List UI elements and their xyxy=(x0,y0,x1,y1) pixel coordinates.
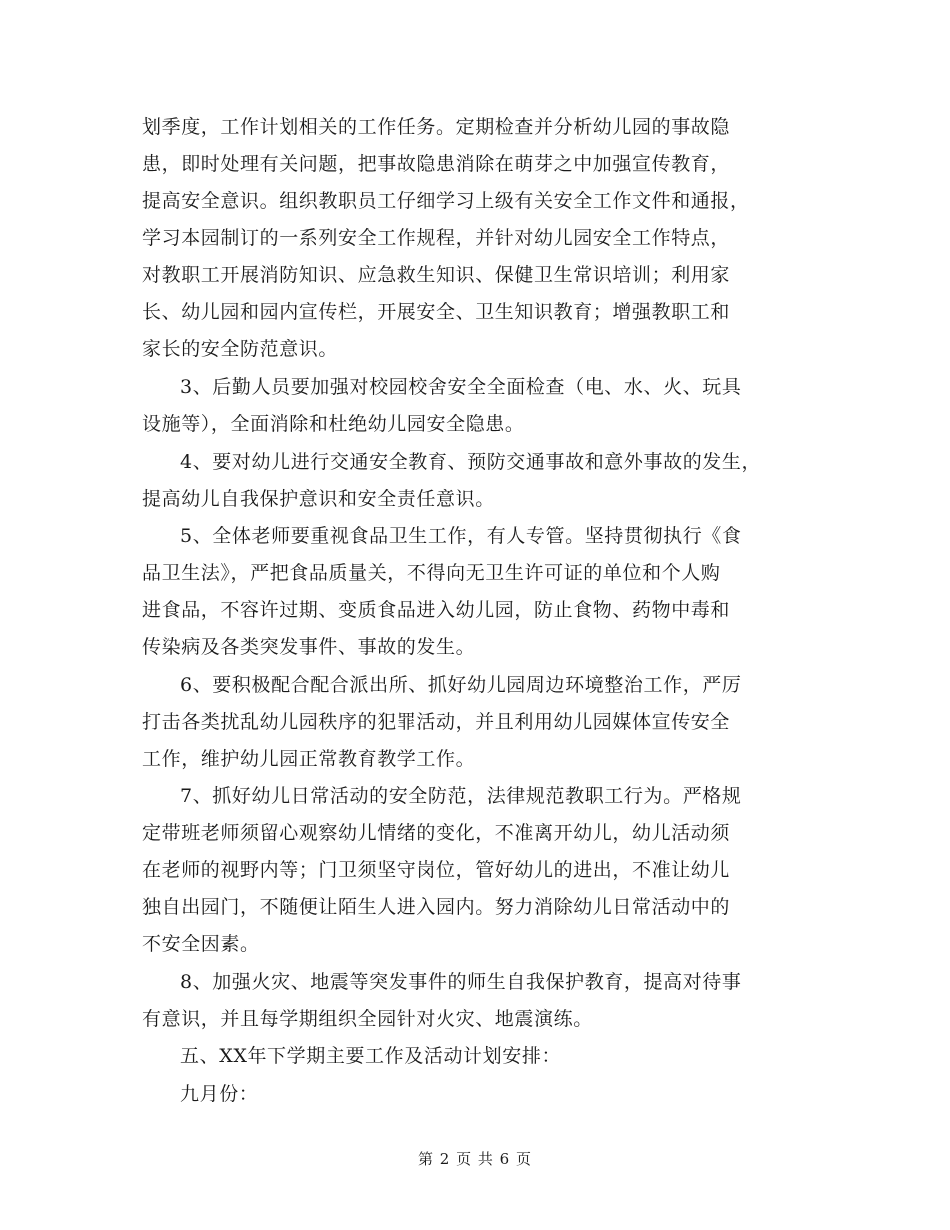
body-text-line: 患，即时处理有关问题，把事故隐患消除在萌芽之中加强宣传教育， xyxy=(142,153,731,175)
month-heading: 九月份： xyxy=(180,1083,259,1105)
body-text-line: 在老师的视野内等；门卫须坚守岗位，管好幼儿的进出，不准让幼儿 xyxy=(142,859,731,881)
body-text-line: 设施等），全面消除和杜绝幼儿园安全隐患。 xyxy=(142,413,525,435)
body-text-line: 提高安全意识。组织教职员工仔细学习上级有关安全工作文件和通报， xyxy=(142,190,750,212)
body-text-line: 长、幼儿园和园内宣传栏，开展安全、卫生知识教育；增强教职工和 xyxy=(142,301,731,323)
body-text-line: 6、要积极配合配合派出所、抓好幼儿园周边环境整治工作，严厉 xyxy=(180,674,742,696)
body-text-line: 5、全体老师要重视食品卫生工作，有人专管。坚持贯彻执行《食 xyxy=(180,525,742,547)
body-text-line: 定带班老师须留心观察幼儿情绪的变化，不准离开幼儿，幼儿活动须 xyxy=(142,822,731,844)
body-text-line: 传染病及各类突发事件、事故的发生。 xyxy=(142,636,476,658)
body-text-line: 工作，维护幼儿园正常教育教学工作。 xyxy=(142,748,476,770)
body-text-line: 3、后勤人员要加强对校园校舍安全全面检查（电、水、火、玩具 xyxy=(180,376,742,398)
body-text-line: 学习本园制订的一系列安全工作规程，并针对幼儿园安全工作特点， xyxy=(142,227,731,249)
body-text-line: 家长的安全防范意识。 xyxy=(142,338,339,360)
body-text-line: 4、要对幼儿进行交通安全教育、预防交通事故和意外事故的发生， xyxy=(180,451,762,473)
body-text-line: 对教职工开展消防知识、应急救生知识、保健卫生常识培训；利用家 xyxy=(142,264,731,286)
body-text-line: 打击各类扰乱幼儿园秩序的犯罪活动，并且利用幼儿园媒体宣传安全 xyxy=(142,711,731,733)
body-text-line: 有意识，并且每学期组织全园针对火灾、地震演练。 xyxy=(142,1008,593,1030)
body-text-line: 提高幼儿自我保护意识和安全责任意识。 xyxy=(142,488,495,510)
body-text-line: 进食品，不容许过期、变质食品进入幼儿园，防止食物、药物中毒和 xyxy=(142,599,731,621)
page-footer: 第 2 页 共 6 页 xyxy=(418,1150,532,1168)
body-text-line: 划季度，工作计划相关的工作任务。定期检查并分析幼儿园的事故隐 xyxy=(142,116,731,138)
body-text-line: 7、抓好幼儿日常活动的安全防范，法律规范教职工行为。严格规 xyxy=(180,785,742,807)
body-text-line: 品卫生法》，严把食品质量关，不得向无卫生许可证的单位和个人购 xyxy=(142,562,721,584)
body-text-line: 独自出园门，不随便让陌生人进入园内。努力消除幼儿日常活动中的 xyxy=(142,896,731,918)
body-text-line: 8、加强火灾、地震等突发事件的师生自我保护教育，提高对待事 xyxy=(180,971,742,993)
body-text-line: 不安全因素。 xyxy=(142,933,260,955)
section-heading: 五、XX年下学期主要工作及活动计划安排： xyxy=(180,1045,562,1067)
